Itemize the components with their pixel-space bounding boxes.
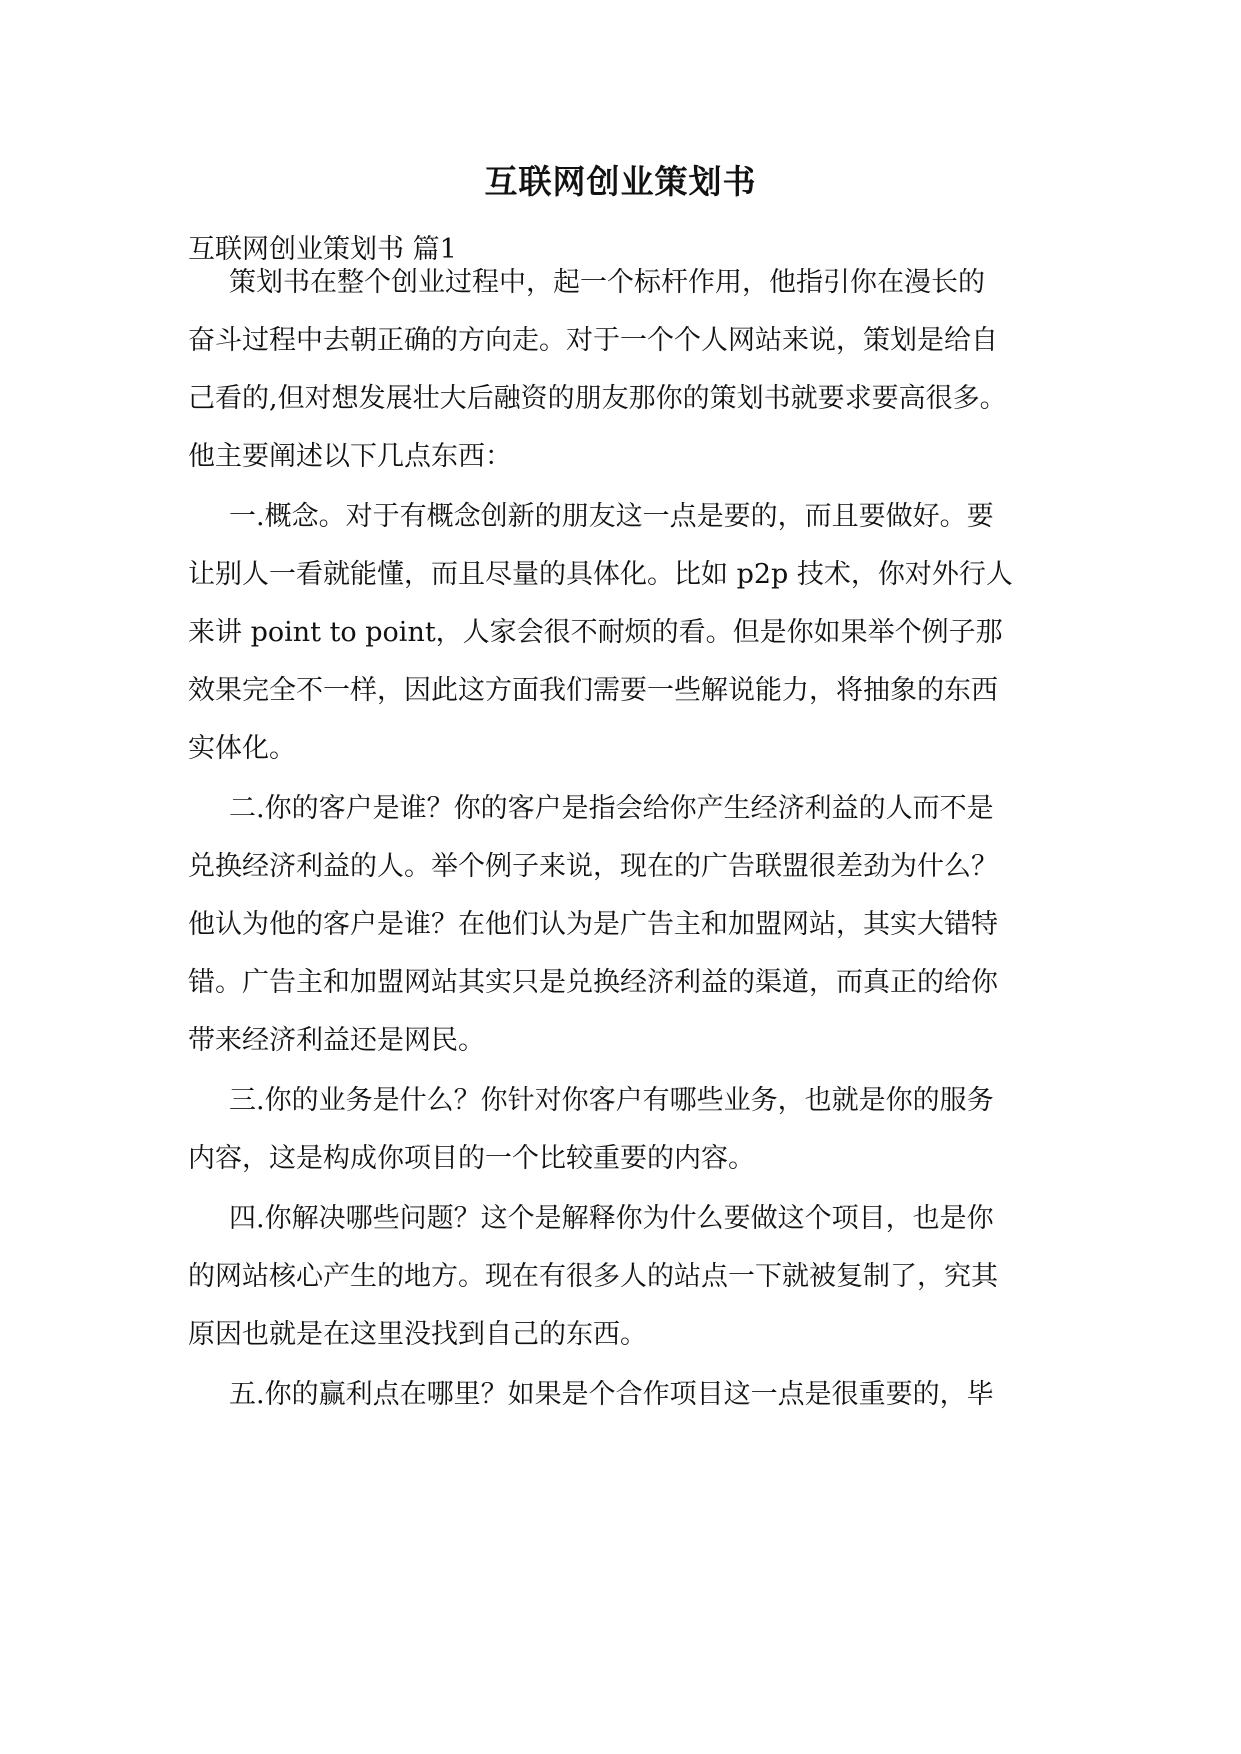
paragraph-line: 带来经济利益还是网民。 [188, 1025, 485, 1056]
paragraph-line: 三.你的业务是什么？你针对你客户有哪些业务，也就是你的服务 [229, 1085, 994, 1116]
paragraph-line: 策划书在整个创业过程中，起一个标杆作用，他指引你在漫长的 [229, 267, 985, 298]
paragraph-line: 五.你的赢利点在哪里？如果是个合作项目这一点是很重要的，毕 [229, 1379, 994, 1410]
paragraph-line: 错。广告主和加盟网站其实只是兑换经济利益的渠道，而真正的给你 [188, 967, 998, 998]
paragraph-line: 实体化。 [188, 733, 296, 764]
paragraph-line: 原因也就是在这里没找到自己的东西。 [188, 1319, 647, 1350]
paragraph-line: 内容，这是构成你项目的一个比较重要的内容。 [188, 1143, 755, 1174]
paragraph-line: 效果完全不一样，因此这方面我们需要一些解说能力，将抽象的东西 [188, 675, 998, 706]
paragraph-line: 一.概念。对于有概念创新的朋友这一点是要的，而且要做好。要 [229, 501, 994, 532]
paragraph-line: 的网站核心产生的地方。现在有很多人的站点一下就被复制了，究其 [188, 1261, 998, 1292]
paragraph-line: 来讲 point to point，人家会很不耐烦的看。但是你如果举个例子那 [188, 617, 1003, 648]
paragraph-line: 奋斗过程中去朝正确的方向走。对于一个个人网站来说，策划是给自 [188, 325, 998, 356]
paragraph-line: 四.你解决哪些问题？这个是解释你为什么要做这个项目，也是你 [229, 1203, 994, 1234]
paragraph-line: 他认为他的客户是谁？在他们认为是广告主和加盟网站，其实大错特 [188, 909, 998, 940]
document-title: 互联网创业策划书 [484, 162, 757, 201]
paragraph-line: 二.你的客户是谁？你的客户是指会给你产生经济利益的人而不是 [229, 793, 994, 824]
paragraph-line: 他主要阐述以下几点东西： [188, 441, 512, 472]
document-subtitle: 互联网创业策划书 篇1 [188, 234, 457, 265]
paragraph-line: 兑换经济利益的人。举个例子来说，现在的广告联盟很差劲为什么？ [188, 851, 998, 882]
paragraph-line: 让别人一看就能懂，而且尽量的具体化。比如 p2p 技术，你对外行人 [188, 559, 1013, 590]
paragraph-line: 己看的,但对想发展壮大后融资的朋友那你的策划书就要求要高很多。 [188, 383, 1007, 414]
